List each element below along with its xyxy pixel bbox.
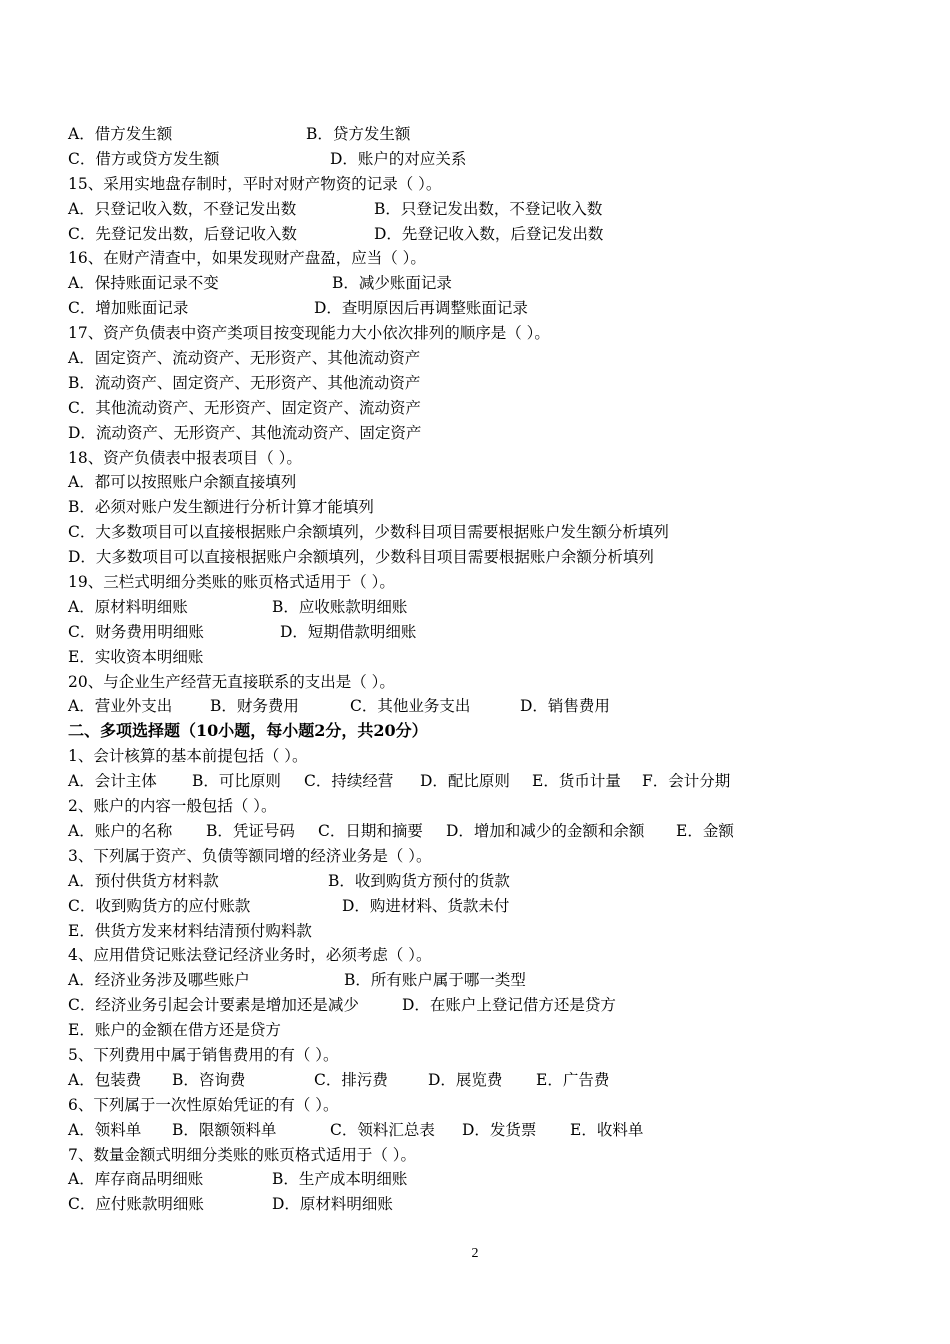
line-segment: D．销售费用 <box>520 697 610 716</box>
line-segment: C．排污费 <box>314 1070 388 1089</box>
line-segment: 20、与企业生产经营无直接联系的支出是（ ）。 <box>68 672 395 691</box>
line-segment: B．减少账面记录 <box>332 274 452 293</box>
text-line <box>68 869 898 894</box>
line-segment: D．增加和减少的金额和余额 <box>446 821 645 840</box>
line-segment: E．金额 <box>676 821 734 840</box>
text-line <box>68 371 898 396</box>
line-segment: A．都可以按照账户余额直接填列 <box>68 473 297 492</box>
line-segment: A．固定资产、流动资产、无形资产、其他流动资产 <box>68 349 421 368</box>
line-segment: A．包装费 <box>68 1070 142 1089</box>
text-line <box>68 1093 898 1118</box>
line-segment: A．会计主体 <box>68 772 157 791</box>
line-segment: 2、账户的内容一般包括（ ）。 <box>68 797 277 816</box>
line-segment: C．其他流动资产、无形资产、固定资产、流动资产 <box>68 398 421 417</box>
text-line <box>68 122 898 147</box>
text-line <box>68 894 898 919</box>
text-line <box>68 1068 898 1093</box>
line-segment: A．营业外支出 <box>68 697 173 716</box>
text-line <box>68 919 898 944</box>
text-line <box>68 197 898 222</box>
line-segment: D．查明原因后再调整账面记录 <box>314 299 528 318</box>
line-segment: C．先登记发出数，后登记收入数 <box>68 224 297 243</box>
line-segment: A．库存商品明细账 <box>68 1170 204 1189</box>
line-segment: C．应付账款明细账 <box>68 1195 204 1214</box>
line-segment: A．预付供货方材料款 <box>68 871 219 890</box>
text-line <box>68 1043 898 1068</box>
line-segment: B．限额领料单 <box>172 1120 277 1139</box>
line-segment: 19、三栏式明细分类账的账页格式适用于（ ）。 <box>68 573 395 592</box>
line-segment: E．供货方发来材料结清预付购料款 <box>68 921 312 940</box>
text-line <box>68 844 898 869</box>
line-segment: A．保持账面记录不变 <box>68 274 219 293</box>
line-segment: D．流动资产、无形资产、其他流动资产、固定资产 <box>68 423 422 442</box>
text-line <box>68 1167 898 1192</box>
line-segment: 3、下列属于资产、负债等额同增的经济业务是（ ）。 <box>68 846 432 865</box>
text-line <box>68 396 898 421</box>
line-segment: B．贷方发生额 <box>306 125 411 143</box>
text-line <box>68 1143 898 1168</box>
line-segment: D．展览费 <box>428 1070 503 1089</box>
text-line <box>68 769 898 794</box>
line-segment: C．财务费用明细账 <box>68 622 204 641</box>
text-line <box>68 993 898 1018</box>
line-segment: C．持续经营 <box>304 772 394 791</box>
text-line <box>68 421 898 446</box>
text-line <box>68 1118 898 1143</box>
line-segment: E．货币计量 <box>532 772 621 791</box>
line-segment: D．配比原则 <box>420 772 510 791</box>
line-segment: D．原材料明细账 <box>272 1195 393 1214</box>
text-line <box>68 1192 898 1217</box>
line-segment: B．只登记发出数，不登记收入数 <box>374 199 603 218</box>
line-segment: B．可比原则 <box>192 772 281 791</box>
line-segment: D．账户的对应关系 <box>330 149 467 168</box>
line-segment: E．广告费 <box>536 1070 610 1089</box>
line-segment: 6、下列属于一次性原始凭证的有（ ）。 <box>68 1095 339 1114</box>
line-segment: D．发货票 <box>462 1120 537 1139</box>
text-line <box>68 620 898 645</box>
line-segment: A．账户的名称 <box>68 821 173 840</box>
text-line <box>68 545 898 570</box>
line-segment: C．其他业务支出 <box>350 697 471 716</box>
text-line <box>68 222 898 247</box>
text-line <box>68 744 898 769</box>
line-segment: B．财务费用 <box>210 697 299 716</box>
line-segment: C．增加账面记录 <box>68 299 189 318</box>
line-segment: D．购进材料、货款未付 <box>342 896 510 915</box>
line-segment: 18、资产负债表中报表项目（ ）。 <box>68 448 302 467</box>
line-segment: F．会计分期 <box>642 772 731 791</box>
text-line <box>68 446 898 471</box>
text-line <box>68 694 898 719</box>
line-segment: 16、在财产清查中，如果发现财产盘盈，应当（ ）。 <box>68 249 426 268</box>
text-line <box>68 271 898 296</box>
page-number: 2 <box>471 1246 479 1261</box>
line-segment: 二、多项选择题（10小题，每小题2分，共20分） <box>68 721 428 741</box>
line-segment: 5、下列费用中属于销售费用的有（ ）。 <box>68 1045 339 1064</box>
line-segment: E．账户的金额在借方还是贷方 <box>68 1021 281 1040</box>
line-segment: E．实收资本明细账 <box>68 647 204 666</box>
line-segment: C．借方或贷方发生额 <box>68 149 220 168</box>
text-line <box>68 246 898 271</box>
line-segment: E．收料单 <box>570 1120 644 1139</box>
text-line <box>68 147 898 172</box>
line-segment: A．经济业务涉及哪些账户 <box>68 971 250 990</box>
text-line <box>68 296 898 321</box>
text-line <box>68 321 898 346</box>
line-segment: 7、数量金额式明细分类账的账页格式适用于（ ）。 <box>68 1145 417 1164</box>
line-segment: B．所有账户属于哪一类型 <box>344 971 526 990</box>
text-line <box>68 595 898 620</box>
line-segment: A．只登记收入数，不登记发出数 <box>68 199 297 218</box>
line-segment: 1、会计核算的基本前提包括（ ）。 <box>68 747 308 766</box>
text-line <box>68 794 898 819</box>
line-segment: C．收到购货方的应付账款 <box>68 896 251 915</box>
line-segment: D．在账户上登记借方还是贷方 <box>402 996 616 1015</box>
text-line <box>68 570 898 595</box>
line-segment: C．领料汇总表 <box>330 1120 435 1139</box>
text-line <box>68 520 898 545</box>
text-line <box>68 645 898 670</box>
line-segment: A．领料单 <box>68 1120 142 1139</box>
text-line <box>68 172 898 197</box>
line-segment: A．借方发生额 <box>68 125 173 143</box>
text-line <box>68 495 898 520</box>
text-line <box>68 943 898 968</box>
line-segment: C．日期和摘要 <box>318 821 423 840</box>
line-segment: B．收到购货方预付的货款 <box>328 871 510 890</box>
line-segment: D．短期借款明细账 <box>280 622 417 641</box>
line-segment: B．生产成本明细账 <box>272 1170 408 1189</box>
line-segment: A．原材料明细账 <box>68 597 188 616</box>
text-line <box>68 670 898 695</box>
line-segment: B．应收账款明细账 <box>272 597 408 616</box>
line-segment: B．凭证号码 <box>206 821 295 840</box>
line-segment: B．流动资产、固定资产、无形资产、其他流动资产 <box>68 373 421 392</box>
line-segment: B．咨询费 <box>172 1070 246 1089</box>
text-line <box>68 968 898 993</box>
line-segment: 15、采用实地盘存制时，平时对财产物资的记录（ ）。 <box>68 174 442 193</box>
section-heading <box>68 719 898 744</box>
line-segment: 17、资产负债表中资产类项目按变现能力大小依次排列的顺序是（ ）。 <box>68 324 550 343</box>
text-line <box>68 470 898 495</box>
line-segment: C．大多数项目可以直接根据账户余额填列，少数科目项目需要根据账户发生额分析填列 <box>68 523 669 542</box>
exam-content <box>68 122 898 1217</box>
line-segment: B．必须对账户发生额进行分析计算才能填列 <box>68 498 374 517</box>
line-segment: 4、应用借贷记账法登记经济业务时，必须考虑（ ）。 <box>68 946 432 965</box>
line-segment: D．大多数项目可以直接根据账户余额填列，少数科目项目需要根据账户余额分析填列 <box>68 548 654 567</box>
text-line <box>68 1018 898 1043</box>
text-line <box>68 819 898 844</box>
text-line <box>68 346 898 371</box>
line-segment: C．经济业务引起会计要素是增加还是减少 <box>68 996 359 1015</box>
line-segment: D．先登记收入数，后登记发出数 <box>374 224 604 243</box>
